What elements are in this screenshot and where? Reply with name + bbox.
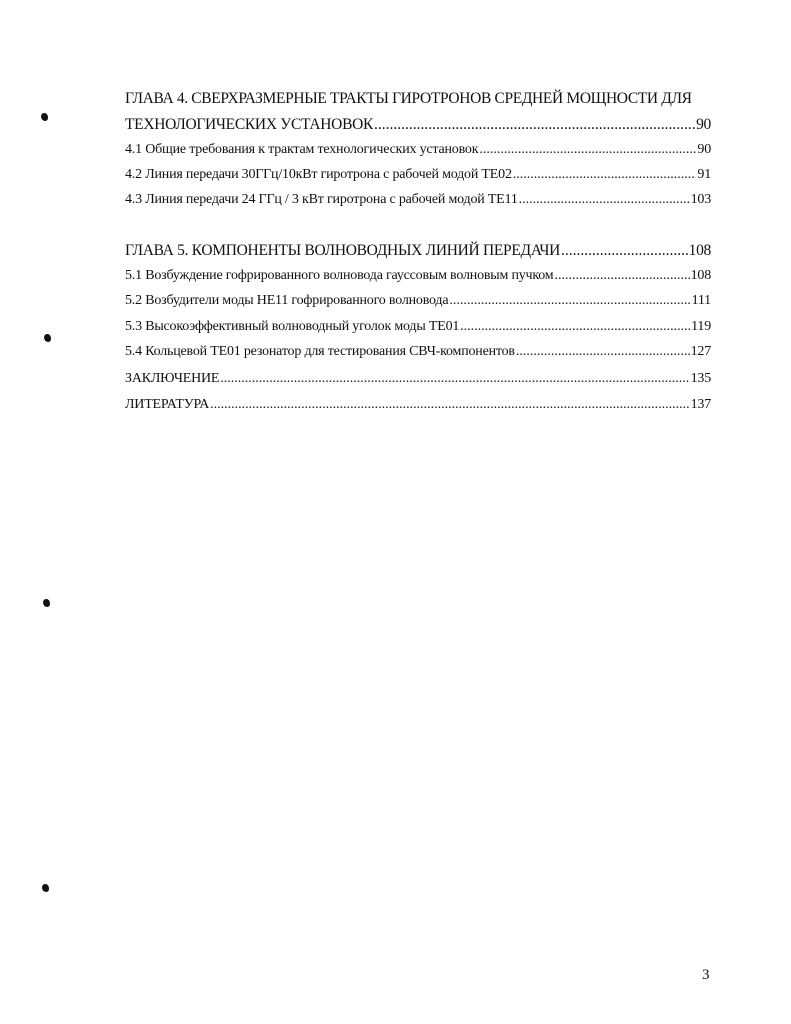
toc-entry-section-4-2[interactable]	[125, 165, 711, 185]
toc-page-number: 127	[690, 344, 711, 359]
toc-entry-section-5-4[interactable]	[125, 342, 711, 362]
binding-hole-mark	[41, 113, 48, 121]
dot-leader	[460, 317, 690, 337]
toc-page-number: 119	[691, 319, 711, 334]
toc-page-number: 91	[697, 167, 711, 182]
toc-entry-section-4-3[interactable]	[125, 190, 711, 210]
toc-entry-label: 5.4 Кольцевой ТЕ01 резонатор для тестирования СВЧ-компонентов	[125, 344, 515, 359]
toc-entry-label: ЛИТЕРАТУРА	[125, 397, 210, 412]
toc-entry-label: 5.3 Высокоэффективный волноводный уголок моды ТЕ01	[125, 319, 460, 334]
toc-entry-section-5-1[interactable]	[125, 266, 711, 286]
toc-entry-label: ЗАКЛЮЧЕНИЕ	[125, 371, 220, 386]
toc-entry-conclusion[interactable]	[125, 369, 711, 389]
toc-entry-references[interactable]	[125, 395, 711, 415]
toc-page-number: 108	[688, 242, 711, 259]
binding-hole-mark	[44, 334, 51, 342]
toc-entry-label: 4.1 Общие требования к трактам технологических установок	[125, 142, 479, 157]
toc-entry-label: 5.2 Возбудители моды НЕ11 гофрированного волновода	[125, 293, 449, 308]
toc-entry-section-4-1[interactable]	[125, 140, 711, 160]
toc-entry-chapter-4[interactable]	[125, 115, 711, 135]
toc-entry-label: ТЕХНОЛОГИЧЕСКИХ УСТАНОВОК	[125, 116, 374, 133]
dot-leader	[554, 266, 689, 286]
dot-leader	[210, 395, 689, 415]
toc-entry-label: ГЛАВА 5. КОМПОНЕНТЫ ВОЛНОВОДНЫХ ЛИНИЙ ПЕРЕДАЧИ	[125, 242, 561, 259]
toc-entry-section-5-2[interactable]	[125, 291, 711, 311]
dot-leader	[513, 165, 697, 185]
toc-entry-label: 4.2 Линия передачи 30ГГц/10кВт гиротрона с рабочей модой ТЕ02	[125, 167, 512, 182]
toc-page-number: 108	[690, 268, 711, 283]
toc-page-number: 111	[691, 293, 711, 308]
toc-entry-chapter-5[interactable]	[125, 241, 711, 261]
dot-leader	[220, 369, 689, 389]
page-number: 3	[702, 967, 710, 983]
dot-leader	[374, 115, 695, 135]
dot-leader	[479, 140, 696, 160]
toc-page-number: 103	[690, 192, 711, 207]
chapter-4-title: ГЛАВА 4. СВЕРХРАЗМЕРНЫЕ ТРАКТЫ ГИРОТРОНОВ СРЕДНЕЙ МОЩНОСТИ ДЛЯ	[125, 90, 692, 107]
dot-leader	[449, 291, 690, 311]
dot-leader	[516, 342, 690, 362]
toc-entry-section-5-3[interactable]	[125, 317, 711, 337]
toc-page-number: 90	[696, 116, 711, 133]
toc-page-number: 137	[690, 397, 711, 412]
dot-leader	[519, 190, 690, 210]
dot-leader	[561, 241, 688, 261]
toc-page-number: 90	[697, 142, 711, 157]
toc-entry-label: 4.3 Линия передачи 24 ГГц / 3 кВт гиротрона с рабочей модой ТЕ11	[125, 192, 518, 207]
binding-hole-mark	[42, 884, 49, 892]
toc-page-number: 135	[690, 371, 711, 386]
toc-entry-label: 5.1 Возбуждение гофрированного волновода гауссовым волновым пучком	[125, 268, 554, 283]
binding-hole-mark	[43, 599, 50, 607]
